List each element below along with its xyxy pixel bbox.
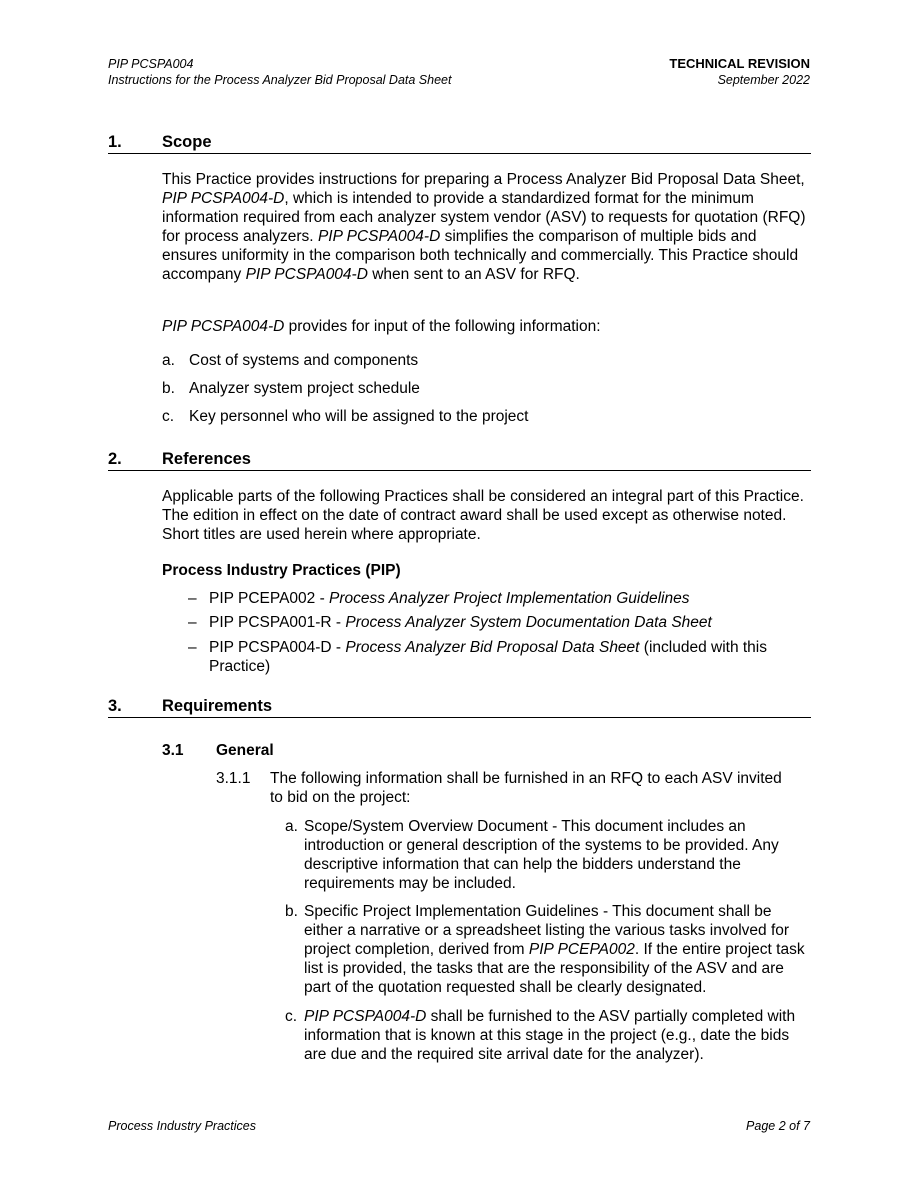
text-run: (included with this Practice) <box>209 639 767 675</box>
doc-id: PIP PCSPA004 <box>108 57 194 71</box>
doc-reference: PIP PCSPA004-D <box>304 1008 427 1025</box>
section-number: 3. <box>108 697 122 715</box>
doc-title-ref: Process Analyzer Bid Proposal Data Sheet <box>345 639 640 656</box>
page-header-right <box>669 56 810 88</box>
doc-code: PIP PCSPA004-D - <box>209 639 346 656</box>
clause-text: The following information shall be furnished in an RFQ to each ASV invited to bid on the project: <box>270 770 782 806</box>
doc-reference: PIP PCSPA004-D <box>162 190 285 207</box>
revision-label: TECHNICAL REVISION <box>669 56 810 71</box>
list-marker: c. <box>162 408 175 425</box>
section-number: 2. <box>108 450 122 468</box>
text-run: simplifies the comparison of multiple bids and ensures uniformity in the comparison both technically and commercially. This Practice should accompany <box>162 228 799 283</box>
section-title: Scope <box>162 133 212 151</box>
list-text: Scope/System Overview Document - This document includes an introduction or general description of the systems to be provided. Any descriptive information that can help the bidders understand the requirements may be included. <box>304 818 779 892</box>
list-marker: a. <box>162 352 175 369</box>
footer-publisher: Process Industry Practices <box>108 1119 256 1133</box>
list-marker: – <box>188 590 197 607</box>
section-heading-scope <box>108 133 811 154</box>
list-text: Analyzer system project schedule <box>189 380 420 397</box>
doc-title-ref: Process Analyzer System Documentation Data Sheet <box>345 614 712 631</box>
text-run: This Practice provides instructions for preparing a Process Analyzer Bid Proposal Data Sheet, <box>162 171 805 188</box>
text-run: provides for input of the following information: <box>284 318 601 335</box>
clause-number: 3.1.1 <box>216 770 251 787</box>
list-marker: b. <box>162 380 175 397</box>
page-header-left <box>108 56 451 88</box>
text-run: shall be furnished to the ASV partially completed with information that is known at this stage in the project (e.g., date the bids are due and the required site arrival date for the analyzer). <box>304 1008 796 1063</box>
scope-paragraph <box>162 170 812 284</box>
page-number: Page 2 of 7 <box>746 1119 810 1133</box>
section-heading-requirements <box>108 697 811 718</box>
revision-date: September 2022 <box>717 73 810 87</box>
subsection-number: 3.1 <box>162 742 184 759</box>
text-run: when sent to an ASV for RFQ. <box>367 266 580 283</box>
doc-reference: PIP PCSPA004-D <box>245 266 368 283</box>
section-heading-references <box>108 450 811 471</box>
list-text: Cost of systems and components <box>189 352 419 369</box>
text-run: . If the entire project task list is provided, the tasks that are the responsibility of the ASV and are part of the quotation requested shall be clearly designated. <box>304 941 805 996</box>
subsection-title: General <box>216 742 274 759</box>
section-number: 1. <box>108 133 122 151</box>
list-marker: c. <box>285 1008 298 1025</box>
list-marker: – <box>188 614 197 631</box>
doc-reference: PIP PCSPA004-D <box>162 318 285 335</box>
references-paragraph: Applicable parts of the following Practices shall be considered an integral part of this Practice. The edition in effect on the date of contract award shall be used except as otherwise noted. Short titles are used herein where appropriate. <box>162 488 804 543</box>
doc-title-ref: Process Analyzer Project Implementation Guidelines <box>329 590 690 607</box>
text-run: Specific Project Implementation Guidelines - This document shall be either a narrative or a spreadsheet listing the various tasks involved for project completion, derived from <box>304 903 790 958</box>
doc-reference: PIP PCEPA002 <box>528 941 635 958</box>
list-marker: a. <box>285 818 298 835</box>
references-subheading: Process Industry Practices (PIP) <box>162 562 401 579</box>
doc-code: PIP PCSPA001-R - <box>209 614 346 631</box>
section-title: References <box>162 450 251 468</box>
scope-intro-paragraph <box>162 317 812 336</box>
text-run: , which is intended to provide a standardized format for the minimum information required from each analyzer system vendor (ASV) to requests for quotation (RFQ) for process analyzers. <box>162 190 806 245</box>
list-text: Key personnel who will be assigned to the project <box>189 408 529 425</box>
doc-title: Instructions for the Process Analyzer Bid Proposal Data Sheet <box>108 73 452 87</box>
list-marker: b. <box>285 903 298 920</box>
list-marker: – <box>188 639 197 656</box>
doc-reference: PIP PCSPA004-D <box>317 228 441 245</box>
section-title: Requirements <box>162 697 273 715</box>
doc-code: PIP PCEPA002 - <box>209 590 330 607</box>
